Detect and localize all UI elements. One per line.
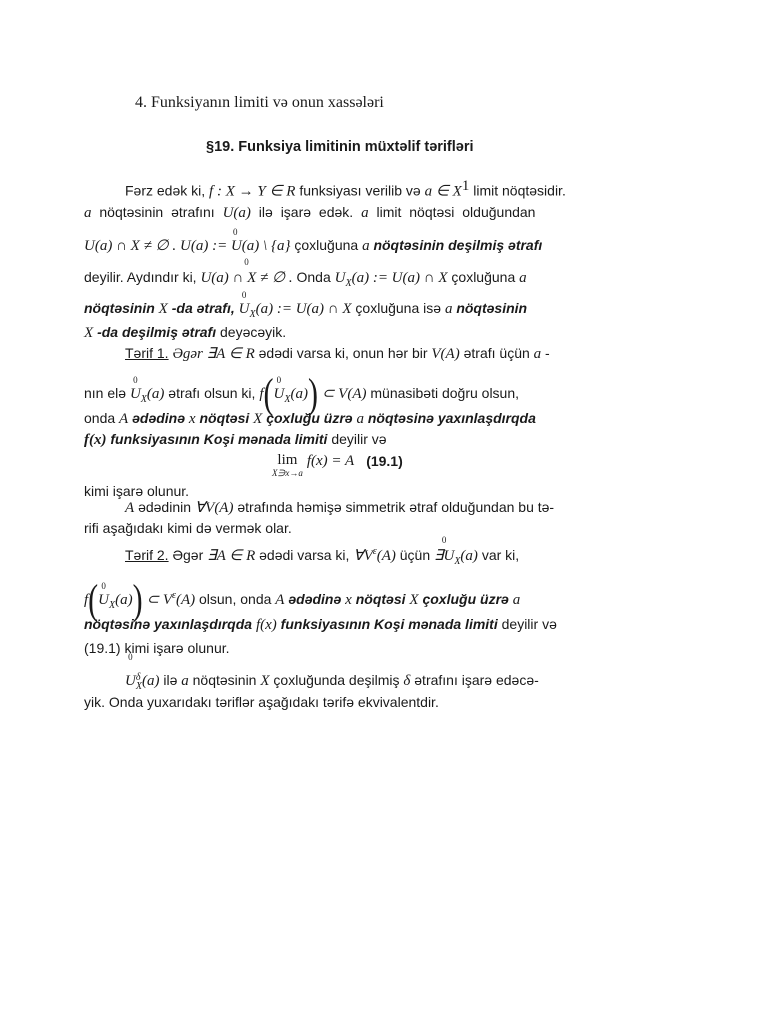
p3-line1: 0 U δ X (a) ilə a nöqtəsinin X çoxluğunda deşilmiş δ ətrafını işarə edəcə- (125, 672, 539, 691)
chapter-heading: 4. Funksiyanın limiti və onun xassələri (135, 94, 384, 111)
equation-number: (19.1) (366, 453, 403, 469)
formula-19-1: lim X∋x→a f(x) = A (19.1) (272, 452, 403, 478)
def1-label: Tərif 1. (125, 345, 169, 361)
def1-after: kimi işarə olunur. (84, 483, 190, 499)
p3-line2: yik. Onda yuxarıdakı təriflər aşağıdakı tərifə ekvivalentdir. (84, 694, 439, 710)
section-title: §19. Funksiya limitinin müxtəlif tərifləri (206, 139, 474, 155)
p2-line1: A ədədinin ∀V(A) ətrafında həmişə simmetrik ətraf olduğundan bu tə- (125, 499, 555, 516)
p1-line4: deyilir. Aydındır ki, 0 U(a) ∩ X ≠ ∅ . Onda $U_X(a)$ := U(a) ∩ X çoxluğuna a (84, 268, 527, 289)
def2-label: Tərif 2. (125, 547, 169, 563)
def2-line2: f(0 $U_X(a)$) ⊂ $V^\varepsilon(A)$ olsun, onda A ədədinə x nöqtəsi X çoxluğu üzrə a (84, 584, 520, 618)
p1-line2: a nöqtəsinin ətrafını U(a) ilə işarə edək. a limit nöqtəsi olduğundan (84, 204, 536, 221)
def2-line4: (19.1) kimi işarə olunur. (84, 640, 230, 656)
def2-line3: nöqtəsinə yaxınlaşdırqda f(x) funksiyasının Koşi mənada limiti deyilir və (84, 616, 557, 633)
p1-line3: U(a) ∩ X ≠ ∅ . 0 U(a) := U(a) \ {a} çoxluğuna a nöqtəsinin deşilmiş ətrafı (84, 236, 542, 255)
def1-line3: onda A ədədinə x nöqtəsi X çoxluğu üzrə a nöqtəsinə yaxınlaşdırqda (84, 410, 536, 427)
p1-line6: X -da deşilmiş ətrafı deyəcəyik. (84, 324, 287, 341)
def2-line1: Tərif 2. Əgər ∃A ∈ R ədədi varsa ki, $\forall V^\varepsilon(A)$ üçün 0 $\exists U_X(a)$ var ki, (125, 546, 519, 567)
p2-line2: rifi aşağıdakı kimi də vermək olar. (84, 520, 292, 536)
p1-line1: Fərz edək ki, f : X → Y ∈ R funksiyası verilib və a ∈ $X^1$ limit nöqtəsidir. (125, 178, 566, 200)
def1-line4: f(x) funksiyasının Koşi mənada limiti deyilir və (84, 431, 387, 448)
p1-line5: nöqtəsinin X -da ətrafı, 0 $U_X(a)$ := U(a) ∩ X çoxluğuna isə a nöqtəsinin (84, 300, 527, 320)
def1-line1: Tərif 1. Əgər ∃A ∈ R ədədi varsa ki, onun hər bir V(A) ətrafı üçün a - (125, 345, 550, 362)
def1-line2: nın elə 0 $U_X(a)$ ətrafı olsun ki, f(0 $U_X(a)$) ⊂ V(A) münasibəti doğru olsun, (84, 378, 519, 412)
